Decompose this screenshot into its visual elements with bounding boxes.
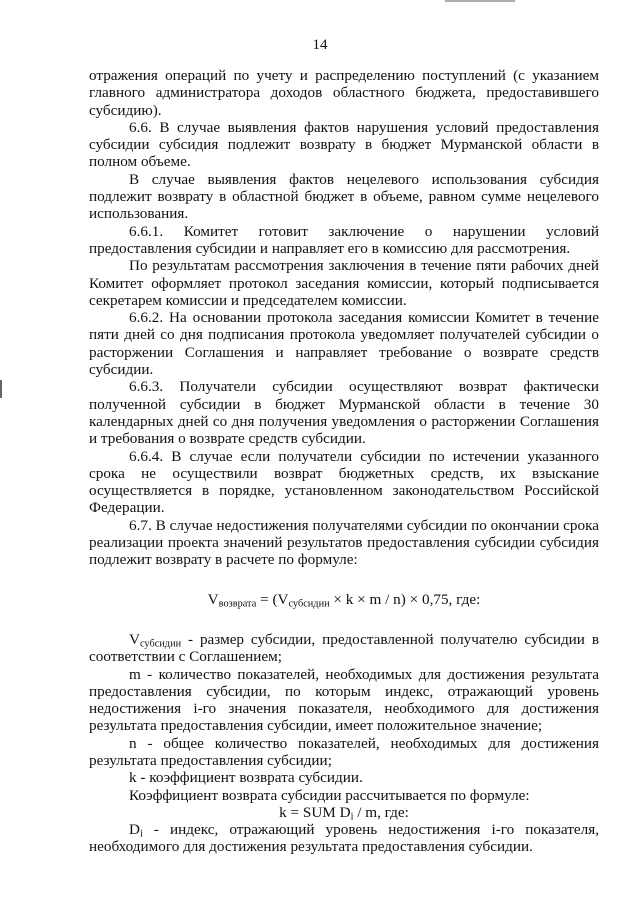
- paragraph: По результатам рассмотрения заключения в течение пяти рабочих дней Комитет оформляет протокол заседания комиссии, который подписывается секретарем комиссии и председателем комиссии.: [89, 257, 599, 309]
- definition-di: $D_i$ - индекс, отражающий уровень недостижения i-го показателя, необходимого для достижения результата предоставления субсидии.: [89, 821, 599, 856]
- return-formula: [89, 591, 599, 608]
- formula-rest: × k × m / n) × 0,75, где:: [329, 590, 481, 608]
- paragraph: 6.6.4. В случае если получатели субсидии по истечении указанного срока не осуществили возврат бюджетных средств, их взыскание осуществляется в порядке, установленном законодательством Российской Федерации.: [89, 447, 599, 517]
- scan-edge-mark: [0, 380, 2, 398]
- definition-k: k - коэффициент возврата субсидии.: [129, 769, 363, 787]
- paragraph: 6.6.2. На основании протокола заседания комиссии Комитет в течение пяти дней со дня подписания протокола уведомляет получателей субсидии о расторжении Соглашения и направляет требование о возврате средств субсидии.: [89, 309, 599, 379]
- formula-v-subscript: возврата: [218, 598, 257, 610]
- definition-n: n - общее количество показателей, необходимых для достижения результата предоставления субсидии;: [89, 734, 599, 769]
- document-body: [89, 67, 599, 856]
- formula-inner-subscript: субсидии: [288, 598, 330, 610]
- paragraph: 6.6. В случае выявления фактов нарушения условий предоставления субсидии субсидия подлежит возврату в бюджет Мурманской области в полном объеме.: [89, 118, 599, 171]
- paragraph: В случае выявления фактов нецелевого использования субсидия подлежит возврату в областной бюджет в объеме, равном сумме нецелевого использования.: [89, 170, 599, 223]
- paragraph: 6.6.3. Получатели субсидии осуществляют возврат фактически полученной субсидии в бюджет Мурманской области в течение 30 календарных дней со дня получения уведомления о расторжении Соглашения и требования о возврате средств субсидии.: [89, 378, 599, 448]
- paragraph: 6.7. В случае недостижения получателями субсидии по окончании срока реализации проекта значений результатов предоставления субсидии субсидия подлежит возврату в расчете по формуле:: [89, 516, 599, 569]
- coefficient-formula: k = SUM $D_i$ / m, где:: [279, 803, 409, 823]
- paragraph: 6.6.1. Комитет готовит заключение о нарушении условий предоставления субсидии и направляет его в комиссию для рассмотрения.: [89, 222, 599, 257]
- scan-top-mark: [445, 0, 515, 2]
- formula-v: V: [207, 590, 219, 608]
- definition-v: $V_{субсидии}$ - размер субсидии, предоставленной получателю субсидии в соответствии с Соглашением;: [89, 630, 599, 666]
- definition-m: m - количество показателей, необходимых для достижения результата предоставления субсидии, по которым индекс, отражающий уровень недостижения i-го значения показателя, необходимого для достижения результата предоставления субсидии, имеет положительное значение;: [89, 665, 599, 735]
- paragraph: отражения операций по учету и распределению поступлений (с указанием главного администратора доходов областного бюджета, предоставившего субсидию).: [89, 67, 599, 119]
- formula-eq: = (V: [256, 590, 289, 608]
- coefficient-intro: Коэффициент возврата субсидии рассчитывается по формуле:: [129, 786, 530, 804]
- page-number: 14: [312, 37, 328, 53]
